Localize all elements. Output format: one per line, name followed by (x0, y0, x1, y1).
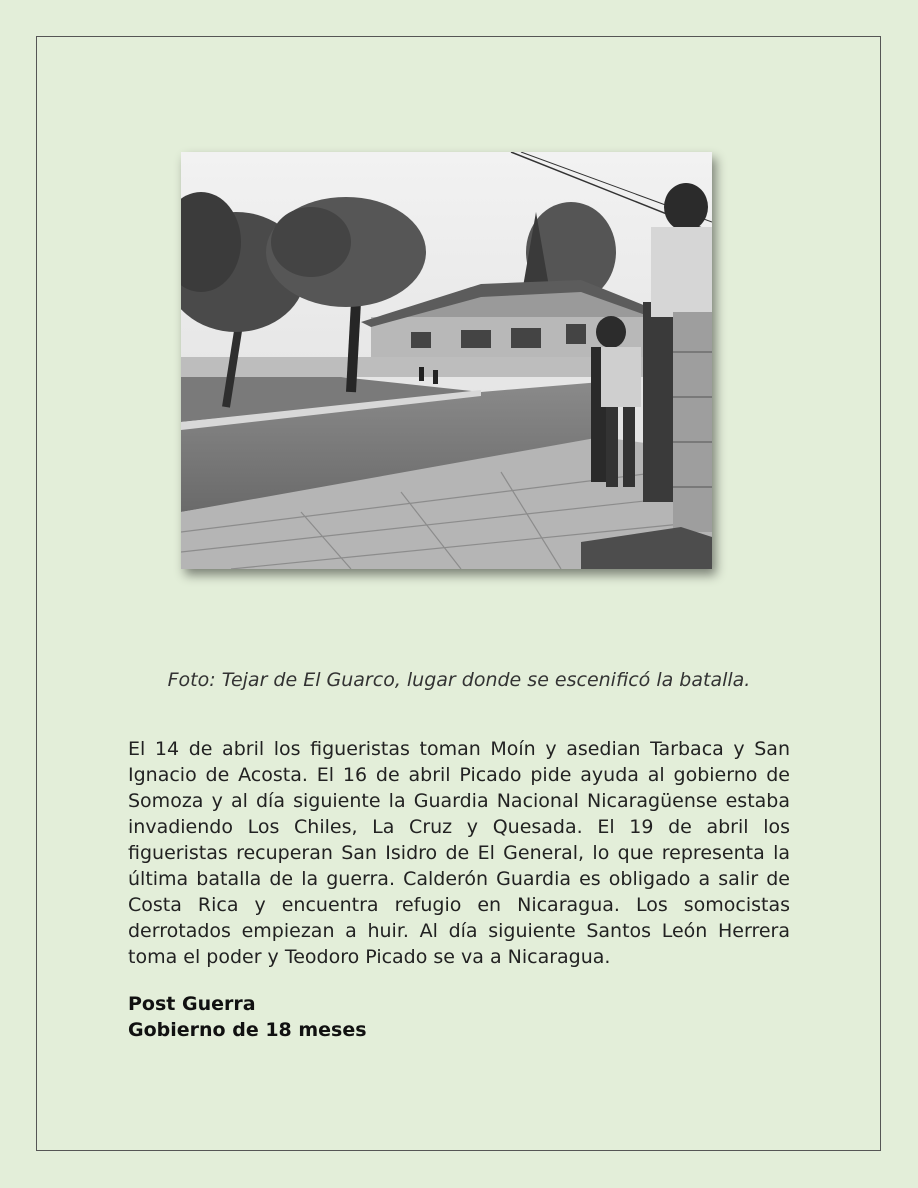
heading-post-guerra: Post Guerra (128, 993, 256, 1015)
body-paragraph: El 14 de abril los figueristas toman Moín y asedian Tarbaca y San Ignacio de Acosta. El 16 de abril Picado pide ayuda al gobierno de Somoza y al día siguiente la Guardia Nacional Nicaragüense estaba invadiendo Los Chiles, La Cruz y Quesada. El 19 de abril los figueristas recuperan San Isidro de El General, lo que representa la última batalla de la guerra. Calderón Guardia es obligado a salir de Costa Rica y encuentra refugio en Nicaragua. Los somocistas derrotados empiezan a huir. Al día siguiente Santos León Herrera toma el poder y Teodoro Picado se va a Nicaragua. (128, 738, 790, 968)
historic-photo (181, 152, 712, 569)
photo-caption: Foto: Tejar de El Guarco, lugar donde se escenificó la batalla. (167, 669, 751, 691)
heading-gobierno: Gobierno de 18 meses (128, 1019, 367, 1041)
